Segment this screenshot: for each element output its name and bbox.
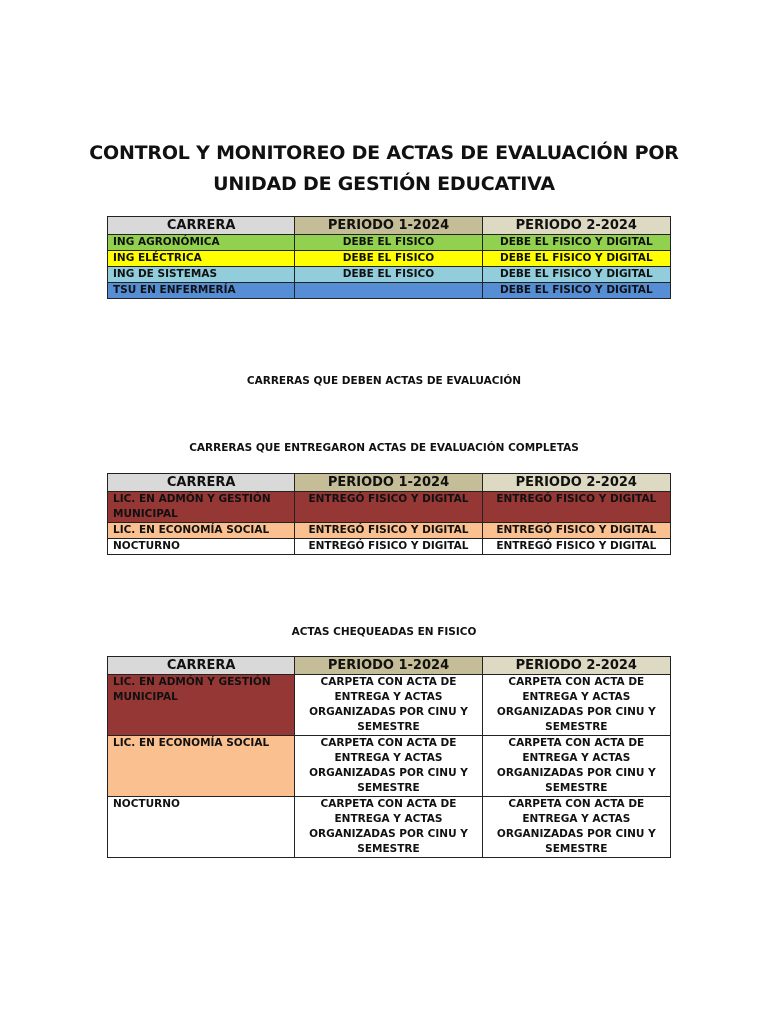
header-carrera: CARRERA bbox=[108, 657, 295, 675]
cell-carrera: LIC. EN ECONOMÍA SOCIAL bbox=[108, 523, 295, 539]
table-row bbox=[108, 736, 671, 797]
cell-periodo-1: CARPETA CON ACTA DE ENTREGA Y ACTAS ORGANIZADAS POR CINU Y SEMESTRE bbox=[295, 736, 482, 797]
header-periodo-2: PERIODO 2-2024 bbox=[482, 217, 670, 235]
cell-periodo-2: DEBE EL FISICO Y DIGITAL bbox=[482, 283, 670, 299]
table-header-row bbox=[108, 474, 671, 492]
cell-periodo-2: ENTREGÓ FISICO Y DIGITAL bbox=[482, 523, 670, 539]
cell-periodo-1: ENTREGÓ FISICO Y DIGITAL bbox=[295, 492, 482, 523]
cell-periodo-1: DEBE EL FISICO bbox=[295, 267, 482, 283]
table-deben-actas bbox=[107, 216, 671, 299]
cell-periodo-2: CARPETA CON ACTA DE ENTREGA Y ACTAS ORGANIZADAS POR CINU Y SEMESTRE bbox=[482, 797, 670, 858]
header-periodo-1: PERIODO 1-2024 bbox=[295, 217, 482, 235]
cell-periodo-2: DEBE EL FISICO Y DIGITAL bbox=[482, 267, 670, 283]
header-periodo-1: PERIODO 1-2024 bbox=[295, 474, 482, 492]
section-label-entregaron: CARRERAS QUE ENTREGARON ACTAS DE EVALUACIÓN COMPLETAS bbox=[189, 442, 579, 454]
table-row bbox=[108, 235, 671, 251]
table-header-row bbox=[108, 657, 671, 675]
header-carrera: CARRERA bbox=[108, 474, 295, 492]
table-row bbox=[108, 675, 671, 736]
cell-periodo-1: DEBE EL FISICO bbox=[295, 235, 482, 251]
cell-periodo-2: ENTREGÓ FISICO Y DIGITAL bbox=[482, 539, 670, 555]
header-periodo-2: PERIODO 2-2024 bbox=[482, 657, 670, 675]
cell-carrera: NOCTURNO bbox=[108, 539, 295, 555]
cell-carrera: TSU EN ENFERMERÍA bbox=[108, 283, 295, 299]
title-line-2: UNIDAD DE GESTIÓN EDUCATIVA bbox=[213, 173, 555, 195]
table-row bbox=[108, 283, 671, 299]
cell-periodo-1: CARPETA CON ACTA DE ENTREGA Y ACTAS ORGANIZADAS POR CINU Y SEMESTRE bbox=[295, 797, 482, 858]
cell-carrera: LIC. EN ECONOMÍA SOCIAL bbox=[108, 736, 295, 797]
cell-periodo-1 bbox=[295, 283, 482, 299]
cell-periodo-1: DEBE EL FISICO bbox=[295, 251, 482, 267]
table-row bbox=[108, 539, 671, 555]
cell-carrera: ING ELÉCTRICA bbox=[108, 251, 295, 267]
cell-carrera: LIC. EN ADMÓN Y GESTIÓN MUNICIPAL bbox=[108, 675, 295, 736]
header-carrera: CARRERA bbox=[108, 217, 295, 235]
table-actas-chequeadas bbox=[107, 656, 671, 858]
section-label-deben: CARRERAS QUE DEBEN ACTAS DE EVALUACIÓN bbox=[246, 375, 522, 387]
table-row bbox=[108, 251, 671, 267]
table-row bbox=[108, 492, 671, 523]
page-title bbox=[60, 138, 708, 200]
cell-periodo-2: ENTREGÓ FISICO Y DIGITAL bbox=[482, 492, 670, 523]
header-periodo-2: PERIODO 2-2024 bbox=[482, 474, 670, 492]
cell-periodo-1: CARPETA CON ACTA DE ENTREGA Y ACTAS ORGANIZADAS POR CINU Y SEMESTRE bbox=[295, 675, 482, 736]
cell-periodo-1: ENTREGÓ FISICO Y DIGITAL bbox=[295, 523, 482, 539]
cell-carrera: ING AGRONÓMICA bbox=[108, 235, 295, 251]
cell-periodo-2: CARPETA CON ACTA DE ENTREGA Y ACTAS ORGANIZADAS POR CINU Y SEMESTRE bbox=[482, 675, 670, 736]
table-row bbox=[108, 523, 671, 539]
table-row bbox=[108, 797, 671, 858]
table-entregaron-actas bbox=[107, 473, 671, 555]
title-line-1: CONTROL Y MONITOREO DE ACTAS DE EVALUACIÓN POR bbox=[89, 142, 679, 164]
header-periodo-1: PERIODO 1-2024 bbox=[295, 657, 482, 675]
cell-carrera: ING DE SISTEMAS bbox=[108, 267, 295, 283]
table-row bbox=[108, 267, 671, 283]
cell-periodo-1: ENTREGÓ FISICO Y DIGITAL bbox=[295, 539, 482, 555]
cell-periodo-2: DEBE EL FISICO Y DIGITAL bbox=[482, 251, 670, 267]
cell-periodo-2: DEBE EL FISICO Y DIGITAL bbox=[482, 235, 670, 251]
table-header-row bbox=[108, 217, 671, 235]
section-label-chequeadas: ACTAS CHEQUEADAS EN FISICO bbox=[291, 626, 477, 638]
cell-carrera: NOCTURNO bbox=[108, 797, 295, 858]
cell-carrera: LIC. EN ADMÓN Y GESTIÓN MUNICIPAL bbox=[108, 492, 295, 523]
cell-periodo-2: CARPETA CON ACTA DE ENTREGA Y ACTAS ORGANIZADAS POR CINU Y SEMESTRE bbox=[482, 736, 670, 797]
